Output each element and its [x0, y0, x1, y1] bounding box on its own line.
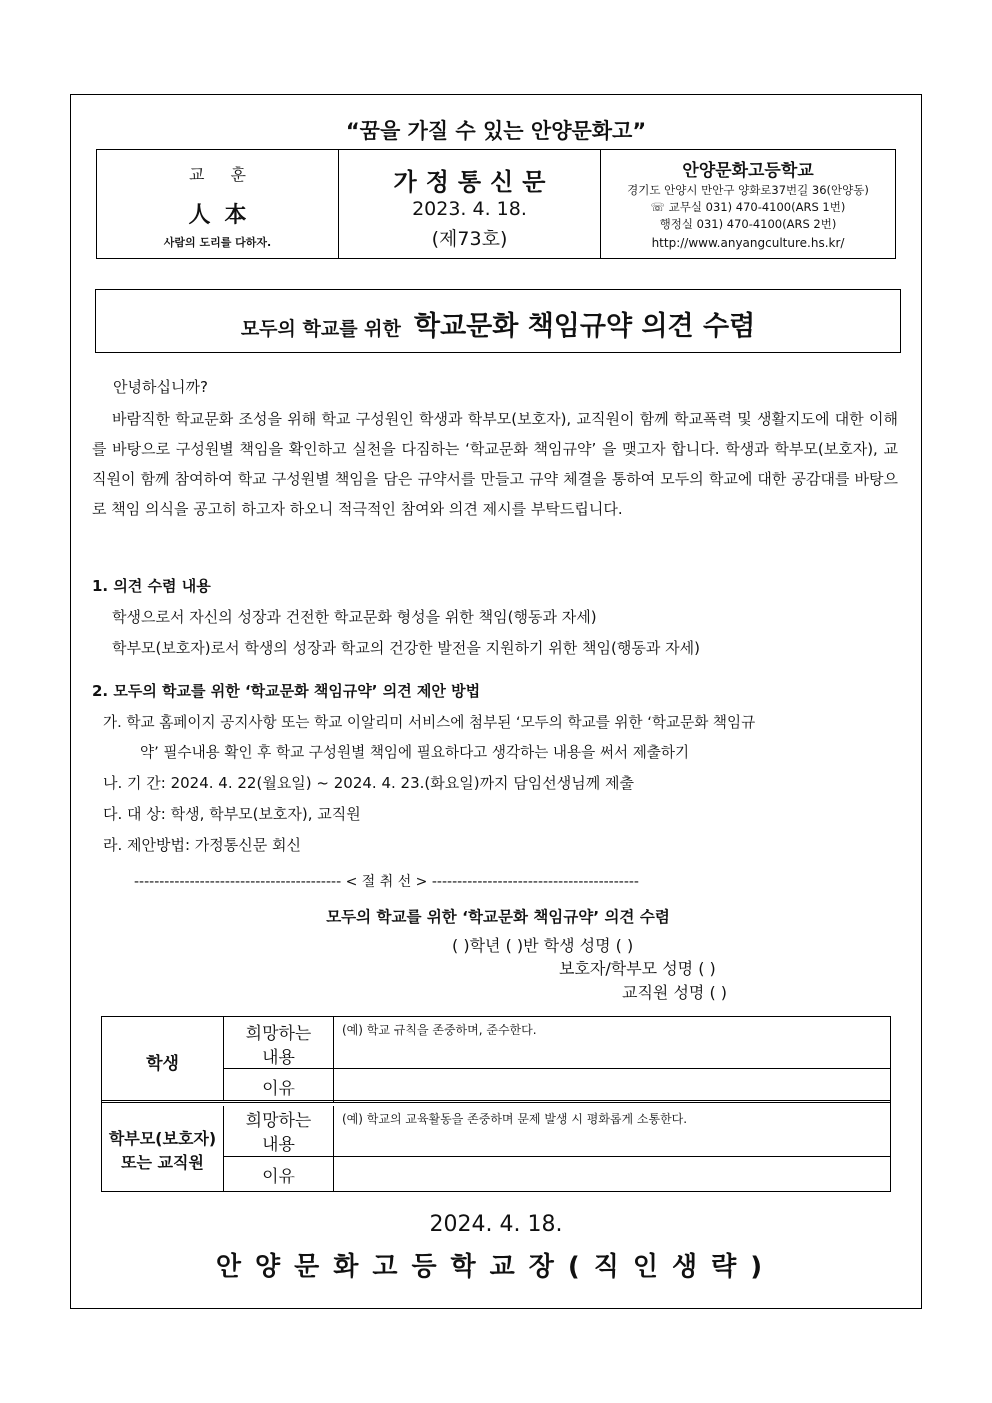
motto-sub: 사람의 도리를 다하자.	[163, 236, 272, 249]
intro-body: 바람직한 학교문화 조성을 위해 학교 구성원인 학생과 학부모(보호자), 교직원이 함께 학교폭력 및 생활지도에 대한 이해를 바탕으로 구성원별 책임을 확인하고 실천을 다짐하는 ‘학교문화 책임규약’ 을 맺고자 합니다. 학생과 학부모(보호자), 교직원이 함께 참여하여 학교 구성원별 책임을 담은 규약서를 만들고 규약 체결을 통하여 모두의 학교에 대한 공감대를 바탕으로 책임 의식을 공고히 하고자 하오니 적극적인 참여와 의견 제시를 부탁드립니다.	[92, 410, 898, 518]
section1-item-student: 학생으로서 자신의 성장과 건전한 학교문화 형성을 위한 책임(행동과 자세)	[112, 608, 597, 626]
student-hope-input[interactable]: (예) 학교 규칙을 존중하며, 준수한다.	[342, 1023, 537, 1037]
greeting: 안녕하십니까?	[113, 378, 208, 396]
parent-name-field[interactable]: 보호자/학부모 성명 ( )	[559, 959, 716, 978]
parent-hope-input[interactable]: (예) 학교의 교육활동을 존중하며 문제 발생 시 평화롭게 소통한다.	[342, 1112, 688, 1126]
school-address: 경기도 안양시 만안구 양화로37번길 36(안양동)	[627, 183, 869, 197]
school-name: 안양문화고등학교	[682, 161, 814, 181]
newsletter-cell	[339, 150, 601, 258]
school-info-cell	[601, 150, 895, 258]
motto-cell	[97, 150, 339, 258]
parent-hope-label-cell	[224, 1106, 334, 1156]
student-block	[102, 1017, 890, 1103]
student-name-field[interactable]: ( )학년 ( )반 학생 성명 ( )	[452, 936, 634, 955]
section2-item-a-line1: 가. 학교 홈페이지 공지사항 또는 학교 이알리미 서비스에 첨부된 ‘모두의 학교를 위한 ‘학교문화 책임규	[103, 714, 756, 731]
student-reason-label-cell	[224, 1069, 334, 1103]
student-hope-row	[224, 1017, 890, 1069]
parent-label-cell	[102, 1106, 224, 1191]
parent-hope-row	[224, 1106, 890, 1157]
newsletter-title: 가정통신문	[393, 168, 555, 196]
cut-line: ----------------------------------------- < 절 취 선 > -----------------------------------------	[134, 874, 639, 890]
parent-reason-label: 이유	[262, 1167, 295, 1187]
title-small: 모두의 학교를 위한	[240, 318, 401, 340]
section1-heading: 1. 의견 수렴 내용	[92, 577, 211, 595]
parent-block	[102, 1106, 890, 1191]
school-website-link[interactable]: http://www.anyangculture.hs.kr/	[651, 236, 845, 250]
opinion-table	[101, 1016, 891, 1192]
parent-hope-label-2: 내용	[262, 1135, 295, 1155]
parent-reason-input[interactable]	[336, 1157, 890, 1191]
parent-reason-row	[224, 1157, 890, 1191]
student-label-cell	[102, 1017, 224, 1100]
header-table	[96, 149, 896, 259]
student-label: 학생	[146, 1054, 179, 1074]
footer-date: 2024. 4. 18.	[429, 1212, 563, 1237]
motto-main: 人本	[188, 202, 261, 228]
section2-heading: 2. 모두의 학교를 위한 ‘학교문화 책임규약’ 의견 제안 방법	[92, 682, 481, 700]
parent-reason-label-cell	[224, 1157, 334, 1191]
parent-label-2: 또는 교직원	[121, 1153, 204, 1172]
principal-signature: 안양문화고등학교장(직인생략)	[215, 1252, 777, 1282]
student-reason-input[interactable]	[336, 1069, 890, 1103]
section1-item-parent: 학부모(보호자)로서 학생의 성장과 학교의 건강한 발전을 지원하기 위한 책임(행동과 자세)	[112, 639, 700, 657]
student-reason-row	[224, 1069, 890, 1103]
form-title: 모두의 학교를 위한 ‘학교문화 책임규약’ 의견 수렴	[326, 908, 670, 926]
staff-name-field[interactable]: 교직원 성명 ( )	[622, 983, 728, 1002]
section2-item-a-line2: 약’ 필수내용 확인 후 학교 구성원별 책임에 필요하다고 생각하는 내용을 써서 제출하기	[140, 744, 690, 761]
phone-office: ☏ 교무실 031) 470-4100(ARS 1번)	[650, 200, 846, 214]
student-hope-label-1: 희망하는	[245, 1024, 312, 1044]
student-hope-label-2: 내용	[262, 1048, 295, 1068]
section2-item-c: 다. 대 상: 학생, 학부모(보호자), 교직원	[103, 805, 361, 823]
parent-hope-label-1: 희망하는	[245, 1111, 312, 1131]
parent-label-1: 학부모(보호자)	[108, 1129, 217, 1148]
newsletter-issue: (제73호)	[431, 228, 508, 250]
document-title-box	[95, 289, 901, 353]
section2-item-b: 나. 기 간: 2024. 4. 22(월요일) ~ 2024. 4. 23.(화요일)까지 담임선생님께 제출	[103, 774, 635, 792]
student-hope-label-cell	[224, 1017, 334, 1068]
school-motto: “꿈을 가질 수 있는 안양문화고”	[345, 119, 647, 143]
motto-label: 교훈	[189, 165, 272, 184]
newsletter-date: 2023. 4. 18.	[412, 198, 527, 220]
student-reason-label: 이유	[262, 1079, 295, 1099]
phone-admin: 행정실 031) 470-4100(ARS 2번)	[659, 217, 837, 231]
title-big: 학교문화 책임규약 의견 수렴	[413, 311, 756, 342]
section2-item-d: 라. 제안방법: 가정통신문 회신	[103, 836, 302, 854]
